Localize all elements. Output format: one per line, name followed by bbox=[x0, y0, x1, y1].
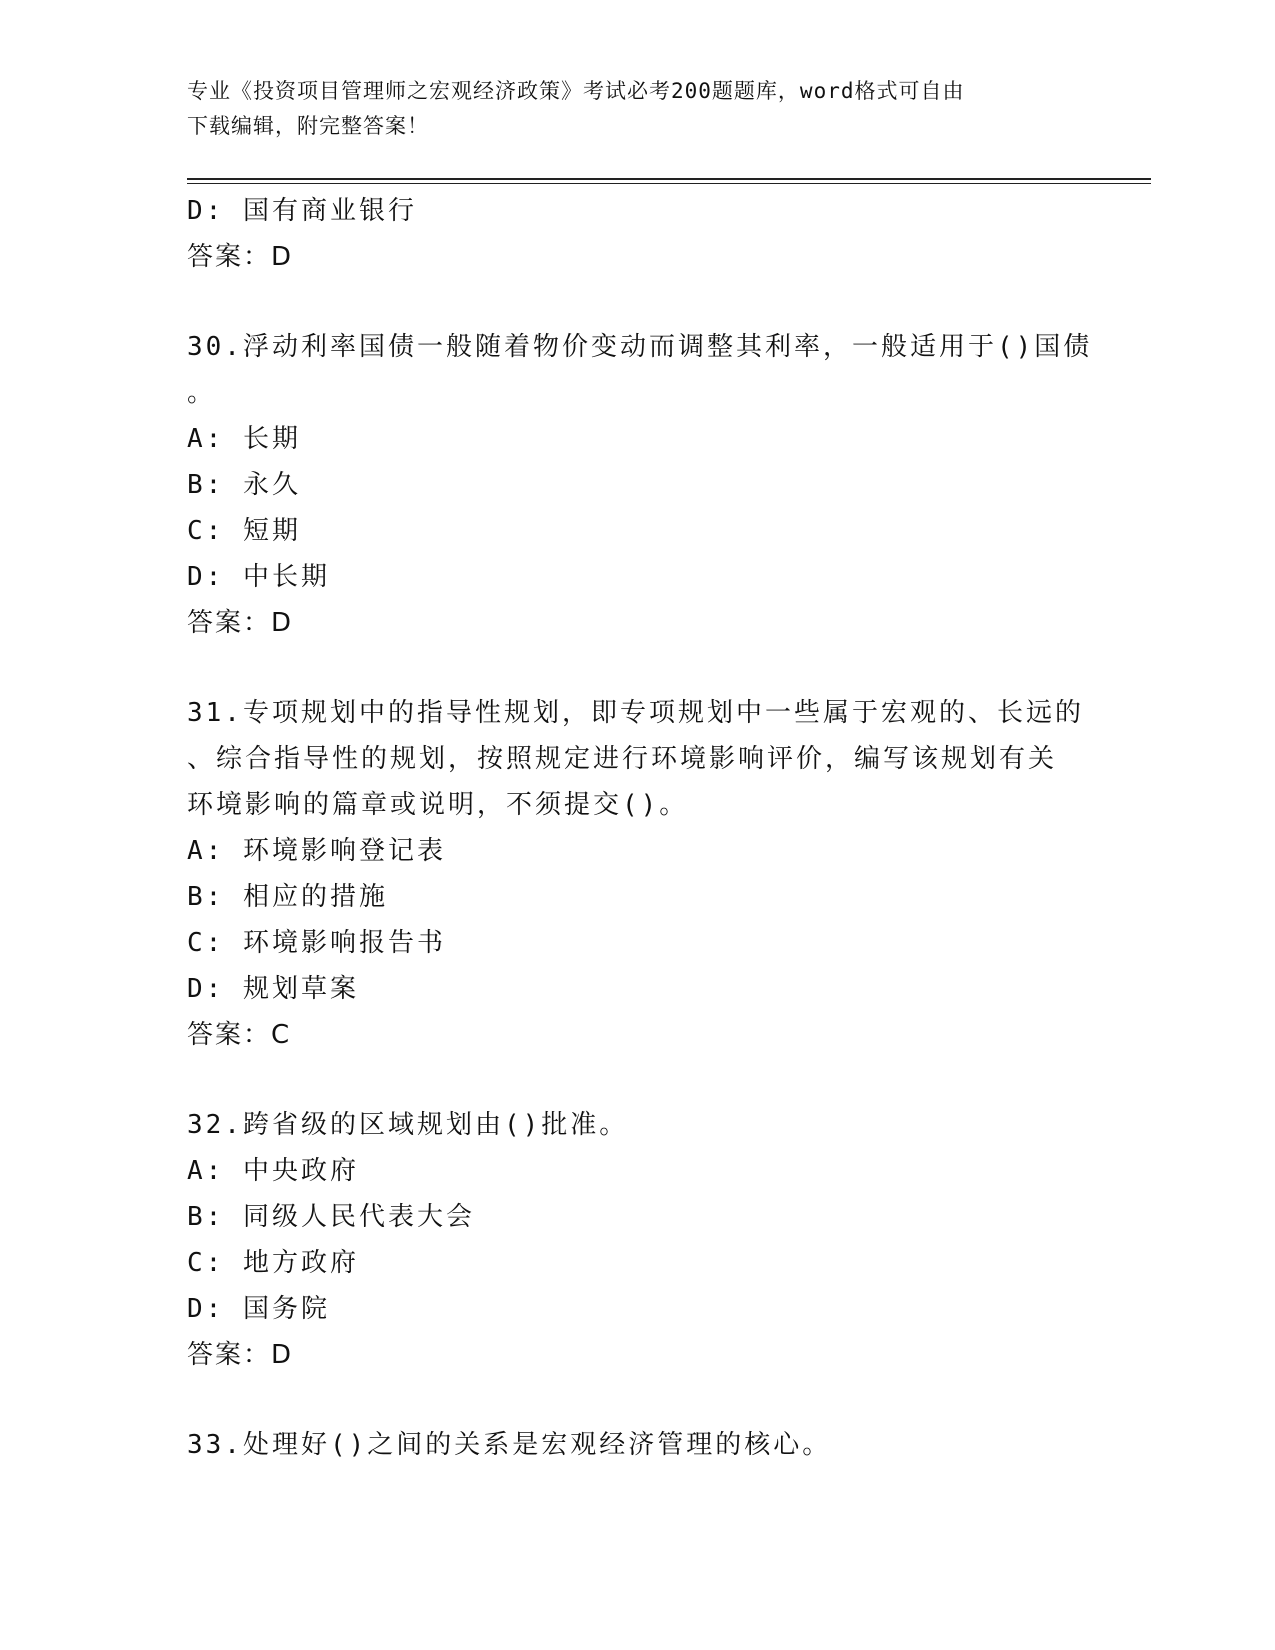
answer-line: 答案：D bbox=[187, 1340, 294, 1370]
question-text: 33.处理好()之间的关系是宏观经济管理的核心。 bbox=[187, 1430, 832, 1460]
option-d: D: 国有商业银行 bbox=[187, 196, 417, 226]
question-29-tail bbox=[187, 188, 1087, 280]
option-c: C: 环境影响报告书 bbox=[187, 928, 446, 958]
option-a: A: 环境影响登记表 bbox=[187, 836, 446, 866]
question-text: 32.跨省级的区域规划由()批准。 bbox=[187, 1110, 629, 1140]
option-d: D: 国务院 bbox=[187, 1294, 330, 1324]
document-header bbox=[187, 74, 1067, 144]
option-b: B: 永久 bbox=[187, 470, 301, 500]
answer-line: 答案：C bbox=[187, 1020, 292, 1050]
header-divider-thin bbox=[187, 183, 1151, 184]
question-33 bbox=[187, 1422, 1087, 1468]
option-d: D: 规划草案 bbox=[187, 974, 359, 1004]
answer-line: 答案：D bbox=[187, 242, 294, 272]
option-a: A: 中央政府 bbox=[187, 1156, 359, 1186]
question-list bbox=[187, 188, 1093, 1468]
option-b: B: 相应的措施 bbox=[187, 882, 388, 912]
header-line-2: 下载编辑，附完整答案！ bbox=[187, 114, 429, 138]
answer-line: 答案：D bbox=[187, 608, 294, 638]
question-32 bbox=[187, 1102, 1087, 1378]
question-text-continued: 、综合指导性的规划，按照规定进行环境影响评价，编写该规划有关 bbox=[187, 744, 1058, 774]
header-line-1: 专业《投资项目管理师之宏观经济政策》考试必考200题题库，word格式可自由 bbox=[187, 79, 965, 103]
option-b: B: 同级人民代表大会 bbox=[187, 1202, 475, 1232]
question-31 bbox=[187, 690, 1087, 1058]
option-d: D: 中长期 bbox=[187, 562, 330, 592]
option-c: C: 短期 bbox=[187, 516, 301, 546]
option-a: A: 长期 bbox=[187, 424, 301, 454]
question-text: 31.专项规划中的指导性规划，即专项规划中一些属于宏观的、长远的 bbox=[187, 698, 1084, 728]
option-c: C: 地方政府 bbox=[187, 1248, 359, 1278]
question-text: 30.浮动利率国债一般随着物价变动而调整其利率，一般适用于()国债 bbox=[187, 332, 1093, 362]
question-text-continued: 。 bbox=[187, 378, 217, 408]
header-divider-thick bbox=[187, 178, 1151, 180]
question-30 bbox=[187, 324, 1093, 646]
question-text-continued: 环境影响的篇章或说明，不须提交()。 bbox=[187, 790, 689, 820]
